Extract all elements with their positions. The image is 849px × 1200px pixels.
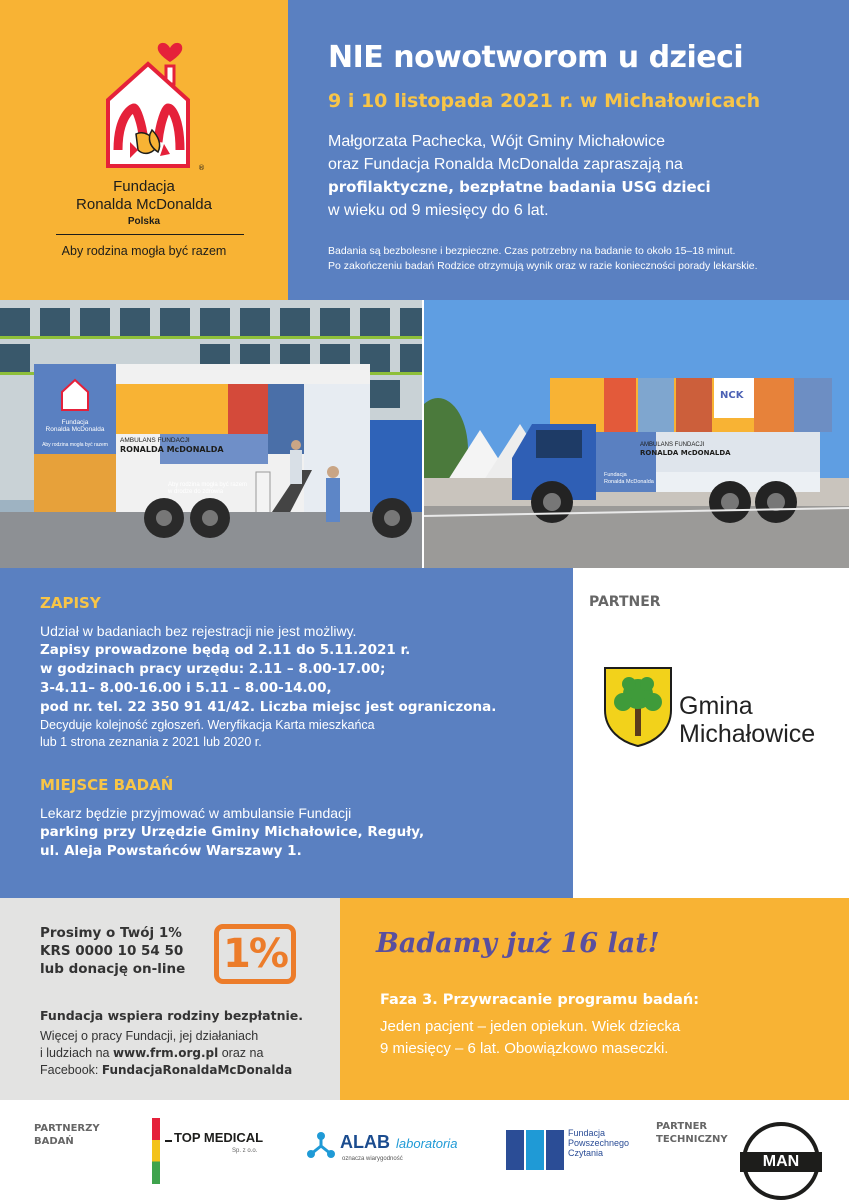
foundation-name-line2: Ronalda McDonalda bbox=[76, 196, 212, 213]
header-panel bbox=[288, 0, 849, 300]
registration-small1: Decyduje kolejność zgłoszeń. Weryfikacja Karta mieszkańca bbox=[40, 718, 375, 732]
info-panel bbox=[0, 568, 573, 898]
truck-right-nck: NCK bbox=[720, 390, 744, 401]
ambulance-photo-left bbox=[0, 300, 422, 568]
top-medical-sub: Sp. z o.o. bbox=[232, 1148, 258, 1154]
truck-right-logo-line1: Fundacja bbox=[604, 472, 627, 478]
registration-body bbox=[40, 622, 560, 751]
fpc-name-line2: Powszechnego bbox=[568, 1138, 630, 1148]
truck-left-slogan1: Aby rodzina mogła być razem bbox=[168, 482, 248, 488]
page-title: NIE nowotworom u dzieci bbox=[328, 40, 744, 75]
donation-panel bbox=[0, 898, 340, 1100]
truck-right-name: RONALDA McDONALDA bbox=[640, 449, 731, 457]
top-medical-logo-icon bbox=[152, 1118, 160, 1184]
registration-bold1: Zapisy prowadzone będą od 2.11 do 5.11.2021 r. bbox=[40, 642, 411, 658]
fpc-name-line3: Czytania bbox=[568, 1148, 604, 1158]
truck-right-heading: AMBULANS FUNDACJI bbox=[640, 442, 705, 448]
footer-partners bbox=[0, 1100, 849, 1200]
intro-line2: oraz Fundacja Ronalda McDonalda zapraszają na bbox=[328, 156, 683, 173]
study-rules bbox=[380, 1016, 840, 1060]
foundation-name-line1: Fundacja bbox=[113, 178, 175, 195]
gmina-name-line1: Gmina bbox=[679, 692, 753, 720]
partner-label: PARTNER bbox=[589, 594, 661, 610]
registration-bold3: 3-4.11– 8.00-16.00 i 5.11 – 8.00-14.00, bbox=[40, 680, 332, 696]
study-panel bbox=[340, 898, 849, 1100]
gmina-coat-of-arms-icon bbox=[603, 666, 673, 748]
more-info-line1: Więcej o pracy Fundacji, jej działaniach bbox=[40, 1029, 259, 1043]
study-phase: Faza 3. Przywracanie programu badań: bbox=[380, 992, 700, 1008]
intro-bold: profilaktyczne, bezpłatne badania USG dzieci bbox=[328, 178, 711, 196]
fpc-name bbox=[568, 1128, 629, 1158]
registration-small2: lub 1 strona zeznania z 2021 lub 2020 r. bbox=[40, 735, 262, 749]
research-partners-label-line2: BADAŃ bbox=[34, 1136, 74, 1147]
donation-ask bbox=[40, 924, 185, 978]
ambulance-photo-right bbox=[424, 300, 849, 568]
registration-bold2: w godzinach pracy urzędu: 2.11 – 8.00-17.00; bbox=[40, 661, 386, 677]
event-date: 9 i 10 listopada 2021 r. w Michałowicach bbox=[328, 90, 761, 112]
alab-sub: laboratoria bbox=[396, 1136, 458, 1151]
location-heading: MIEJSCE BADAŃ bbox=[40, 776, 174, 794]
technical-partner-label bbox=[656, 1120, 728, 1146]
registration-bold4: pod nr. tel. 22 350 91 41/42. Liczba miejsc jest ograniczona. bbox=[40, 699, 497, 715]
facebook-link[interactable]: FundacjaRonaldaMcDonalda bbox=[101, 1063, 293, 1077]
note-line2: Po zakończeniu badań Rodzice otrzymują wynik oraz w razie konieczności porady lekarskie. bbox=[328, 260, 758, 272]
alab-tagline: oznacza wiarygodność bbox=[342, 1156, 403, 1162]
donation-line3: lub donację on-line bbox=[40, 961, 186, 977]
foundation-logo-panel bbox=[0, 0, 288, 300]
fpc-logo-icon bbox=[506, 1130, 566, 1170]
logo-divider bbox=[56, 234, 244, 235]
alab-logo-icon bbox=[306, 1132, 336, 1158]
location-bold2: ul. Aleja Powstańców Warszawy 1. bbox=[40, 843, 302, 859]
partner-panel bbox=[573, 568, 849, 898]
registration-heading: ZAPISY bbox=[40, 594, 101, 612]
more-info-line3-pre: Facebook: bbox=[40, 1063, 102, 1077]
truck-left-name: RONALDA McDONALDA bbox=[120, 445, 224, 454]
registration-line1: Udział w badaniach bez rejestracji nie jest możliwy. bbox=[40, 623, 357, 639]
gmina-name bbox=[679, 692, 815, 748]
foundation-tagline: Aby rodzina mogła być razem bbox=[61, 244, 227, 258]
one-percent-badge: 1% bbox=[214, 924, 296, 984]
study-rules-line2: 9 miesięcy – 6 lat. Obowiązkowo maseczki. bbox=[380, 1040, 669, 1057]
more-info-line2-post: oraz na bbox=[218, 1046, 264, 1060]
intro-line1: Małgorzata Pachecka, Wójt Gminy Michałowice bbox=[328, 133, 666, 150]
foundation-country: Polska bbox=[127, 216, 161, 227]
foundation-name bbox=[0, 178, 288, 214]
note-line1: Badania są bezbolesne i bezpieczne. Czas potrzebny na badanie to około 15–18 minut. bbox=[328, 245, 736, 257]
location-body bbox=[40, 804, 560, 861]
website-link[interactable]: www.frm.org.pl bbox=[112, 1046, 219, 1060]
study-script-title: Badamy już 16 lat! bbox=[376, 928, 660, 959]
more-info-line2-pre: i ludziach na bbox=[40, 1046, 113, 1060]
event-intro bbox=[328, 130, 828, 222]
fpc-name-line1: Fundacja bbox=[568, 1128, 606, 1138]
top-medical-name: TOP MEDICAL bbox=[174, 1130, 264, 1145]
technical-partner-label-line2: TECHNICZNY bbox=[656, 1134, 728, 1145]
ambulance-left-illustration bbox=[0, 300, 422, 568]
location-bold1: parking przy Urzędzie Gminy Michałowice, Reguły, bbox=[40, 824, 425, 840]
ambulance-right-illustration bbox=[424, 300, 849, 568]
technical-partner-label-line1: PARTNER bbox=[656, 1121, 708, 1132]
truck-right-logo-line2: Ronalda McDonalda bbox=[604, 479, 654, 485]
truck-left-logo-line3: Aby rodzina mogła być razem bbox=[42, 442, 108, 448]
man-logo-text: MAN bbox=[740, 1152, 822, 1172]
intro-line4: w wieku od 9 miesięcy do 6 lat. bbox=[328, 202, 549, 219]
research-partners-label bbox=[34, 1122, 100, 1148]
truck-left-heading: AMBULANS FUNDACJI bbox=[120, 437, 190, 444]
truck-left-logo-line1: Fundacja bbox=[61, 419, 89, 426]
more-info bbox=[40, 1028, 330, 1079]
research-partners-label-line1: PARTNERZY bbox=[34, 1123, 100, 1134]
gmina-name-line2: Michałowice bbox=[679, 720, 816, 748]
event-note bbox=[328, 244, 838, 274]
study-rules-line1: Jeden pacjent – jeden opiekun. Wiek dziecka bbox=[380, 1018, 681, 1035]
support-statement: Fundacja wspiera rodziny bezpłatnie. bbox=[40, 1008, 303, 1023]
truck-left-slogan2: w drodze do zdrowia bbox=[168, 489, 224, 495]
house-logo-icon bbox=[100, 38, 196, 170]
location-line1: Lekarz będzie przyjmować w ambulansie Fundacji bbox=[40, 805, 352, 821]
truck-left-logo-line2: Ronalda McDonalda bbox=[45, 426, 105, 433]
alab-name: ALAB bbox=[340, 1132, 390, 1152]
donation-line2: KRS 0000 10 54 50 bbox=[40, 943, 184, 959]
donation-line1: Prosimy o Twój 1% bbox=[40, 925, 182, 941]
registered-mark: ® bbox=[198, 164, 205, 172]
